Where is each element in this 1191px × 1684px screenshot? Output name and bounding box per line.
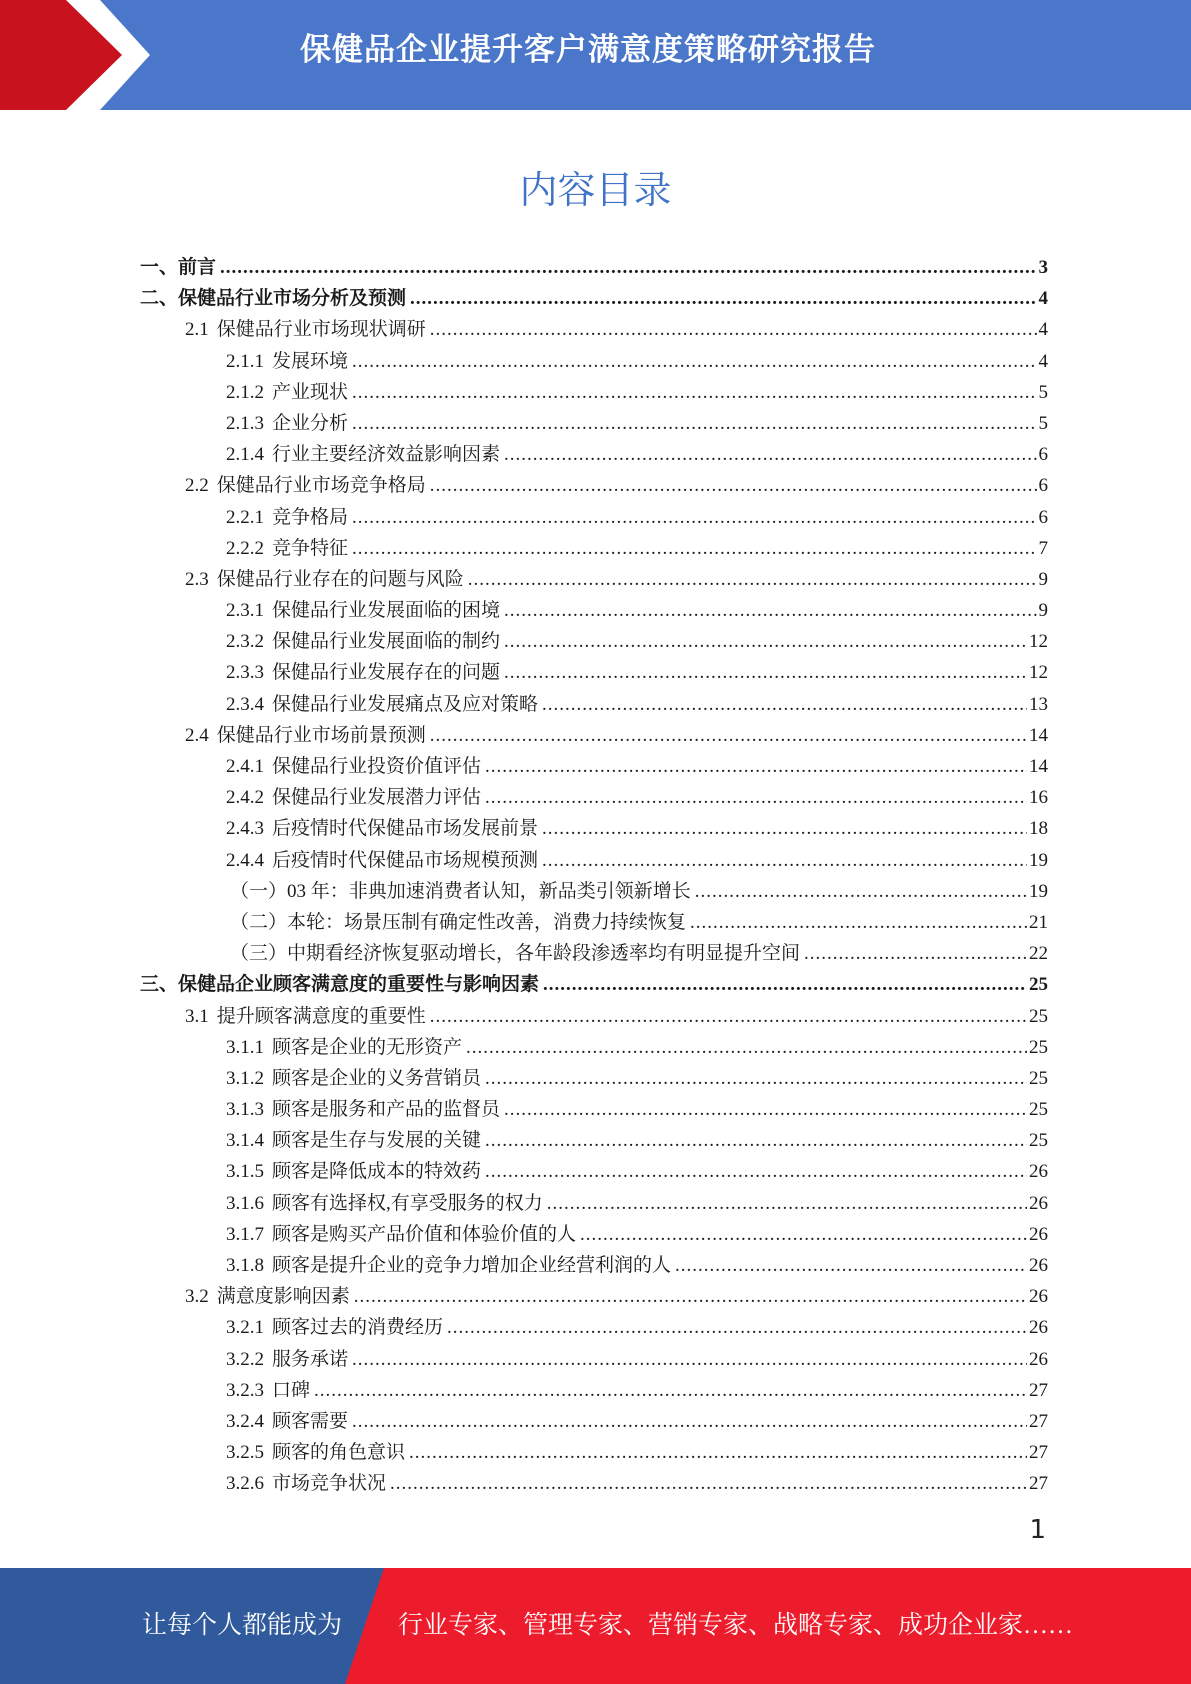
toc-entry[interactable] bbox=[140, 252, 1048, 283]
toc-entry-label bbox=[226, 377, 348, 404]
toc-entry-number: 3.2.5 bbox=[226, 1442, 264, 1464]
toc-entry-title: 顾客是购买产品价值和体验价值的人 bbox=[272, 1223, 577, 1245]
toc-entry-page: 5 bbox=[1038, 381, 1048, 403]
toc-entry[interactable] bbox=[140, 502, 1048, 533]
toc-entry-page: 18 bbox=[1029, 818, 1048, 840]
toc-dot-leader bbox=[504, 631, 1027, 653]
toc-entry-number: 2.1.2 bbox=[226, 381, 264, 403]
toc-entry-title: 保健品行业投资价值评估 bbox=[272, 756, 482, 777]
toc-entry-number: 2.2.1 bbox=[226, 506, 264, 528]
toc-entry[interactable] bbox=[140, 1219, 1048, 1250]
toc-entry-page: 4 bbox=[1038, 288, 1048, 310]
toc-entry-title: （三）中期看经济恢复驱动增长，各年龄段渗透率均有明显提升空间 bbox=[230, 943, 801, 965]
toc-dot-leader bbox=[447, 1317, 1027, 1339]
toc-entry[interactable] bbox=[140, 626, 1048, 657]
toc-entry-page: 14 bbox=[1029, 756, 1048, 777]
toc-entry-number: 2.1.1 bbox=[226, 350, 264, 372]
toc-dot-leader bbox=[409, 1442, 1027, 1464]
toc-entry-label bbox=[226, 1468, 386, 1495]
toc-dot-leader bbox=[580, 1224, 1027, 1246]
toc-entry-number: 3.2.6 bbox=[226, 1473, 264, 1495]
toc-entry-title: 顾客的角色意识 bbox=[272, 1442, 406, 1464]
toc-entry-page: 25 bbox=[1029, 1099, 1048, 1121]
toc-dot-leader bbox=[542, 850, 1027, 872]
toc-entry[interactable] bbox=[140, 938, 1048, 969]
toc-dot-leader bbox=[430, 319, 1037, 341]
toc-entry-number: 3.2.1 bbox=[226, 1317, 264, 1339]
toc-entry[interactable] bbox=[140, 564, 1048, 595]
toc-entry[interactable] bbox=[140, 845, 1048, 876]
toc-entry[interactable] bbox=[140, 408, 1048, 439]
toc-entry[interactable] bbox=[140, 689, 1048, 720]
toc-entry[interactable] bbox=[140, 1344, 1048, 1375]
toc-entry-label bbox=[226, 1063, 481, 1090]
toc-dot-leader bbox=[468, 569, 1037, 591]
toc-entry-page: 16 bbox=[1029, 787, 1048, 809]
toc-entry-number: 2.1.3 bbox=[226, 412, 264, 434]
toc-dot-leader bbox=[485, 1161, 1027, 1183]
toc-entry-number: 3.1 bbox=[185, 1005, 209, 1027]
toc-entry-label bbox=[226, 533, 348, 560]
toc-entry[interactable] bbox=[140, 657, 1048, 688]
toc-dot-leader bbox=[430, 725, 1027, 747]
toc-entry[interactable] bbox=[140, 1406, 1048, 1437]
toc-entry-page: 26 bbox=[1029, 1286, 1048, 1308]
toc-entry-page: 6 bbox=[1038, 475, 1048, 497]
toc-dot-leader bbox=[542, 694, 1027, 716]
toc-entry-page: 19 bbox=[1029, 849, 1048, 871]
toc-entry-label bbox=[226, 751, 481, 778]
toc-entry-number: 2.3.2 bbox=[226, 631, 264, 653]
toc-entry-page: 9 bbox=[1038, 600, 1048, 622]
toc-entry-page: 6 bbox=[1038, 444, 1048, 466]
toc-entry-label bbox=[185, 720, 426, 747]
toc-entry-number: 2.4.4 bbox=[226, 849, 264, 871]
toc-entry-number: 3.1.3 bbox=[226, 1099, 264, 1121]
toc-entry-page: 13 bbox=[1029, 693, 1048, 715]
toc-entry-page: 27 bbox=[1029, 1473, 1048, 1495]
toc-entry-title: 保健品行业发展存在的问题 bbox=[272, 662, 501, 684]
toc-dot-leader bbox=[314, 1380, 1027, 1402]
toc-entry-page: 21 bbox=[1029, 911, 1048, 933]
toc-dot-leader bbox=[485, 756, 1027, 778]
toc-entry-title: 三、保健品企业顾客满意度的重要性与影响因素 bbox=[140, 974, 540, 996]
toc-entry-title: 竞争特征 bbox=[272, 537, 349, 559]
toc-entry[interactable] bbox=[140, 1437, 1048, 1468]
toc-dot-leader bbox=[542, 818, 1027, 840]
toc-entry-label bbox=[226, 657, 500, 684]
toc-dot-leader bbox=[390, 1473, 1027, 1495]
toc-entry-label bbox=[226, 595, 500, 622]
toc-entry[interactable] bbox=[140, 533, 1048, 564]
toc-entry-label bbox=[226, 1188, 543, 1215]
toc-entry[interactable] bbox=[140, 470, 1048, 501]
toc-entry-number: 3.2.3 bbox=[226, 1379, 264, 1401]
toc-entry-title: 保健品行业发展潜力评估 bbox=[272, 787, 482, 809]
toc-entry[interactable] bbox=[140, 346, 1048, 377]
toc-entry-page: 6 bbox=[1038, 506, 1048, 528]
toc-entry-label bbox=[226, 1344, 348, 1371]
footer-slogan-right: 行业专家、管理专家、营销专家、战略专家、成功企业家…… bbox=[398, 1612, 1074, 1639]
toc-entry-page: 12 bbox=[1029, 631, 1048, 653]
toc-entry-number: 3.1.5 bbox=[226, 1161, 264, 1183]
toc-entry-label bbox=[226, 502, 348, 529]
toc-entry-title: 二、保健品行业市场分析及预测 bbox=[140, 288, 407, 310]
toc-dot-leader bbox=[695, 881, 1027, 903]
toc-dot-leader bbox=[352, 351, 1036, 373]
toc-entry-title: 顾客是提升企业的竞争力增加企业经营利润的人 bbox=[272, 1255, 672, 1276]
toc-entry-label bbox=[226, 1312, 443, 1339]
toc-entry-page: 27 bbox=[1029, 1410, 1048, 1432]
toc-entry-label bbox=[140, 283, 406, 310]
toc-entry-number: 2.2 bbox=[185, 475, 209, 497]
toc-dot-leader bbox=[352, 413, 1036, 435]
toc-entry-label bbox=[226, 1406, 348, 1433]
toc-entry-title: 顾客是生存与发展的关键 bbox=[272, 1130, 482, 1152]
toc-entry-number: 3.1.4 bbox=[226, 1130, 264, 1152]
toc-entry-label bbox=[185, 564, 464, 591]
toc-entry-label bbox=[226, 1125, 481, 1152]
toc-entry-title: 服务承诺 bbox=[272, 1348, 349, 1370]
toc-entry[interactable] bbox=[140, 1281, 1048, 1312]
toc-entry[interactable] bbox=[140, 1001, 1048, 1032]
toc-entry[interactable] bbox=[140, 720, 1048, 751]
toc-entry-page: 25 bbox=[1029, 1130, 1048, 1152]
header-band bbox=[0, 0, 1191, 110]
toc-entry-page: 27 bbox=[1029, 1442, 1048, 1464]
toc-entry[interactable] bbox=[140, 1032, 1048, 1063]
toc-entry-number: 3.2.2 bbox=[226, 1348, 264, 1370]
toc-entry-label bbox=[230, 907, 686, 934]
toc-entry-title: （二）本轮：场景压制有确定性改善，消费力持续恢复 bbox=[230, 911, 687, 933]
toc-entry-title: 顾客是企业的义务营销员 bbox=[272, 1067, 482, 1089]
toc-entry-page: 14 bbox=[1029, 724, 1048, 746]
toc-dot-leader bbox=[485, 1130, 1027, 1152]
toc-dot-leader bbox=[466, 1037, 1027, 1059]
toc-entry-label bbox=[140, 969, 539, 996]
toc-entry-title: 市场竞争状况 bbox=[272, 1473, 387, 1495]
toc-entry-number: 3.1.6 bbox=[226, 1192, 264, 1214]
toc-entry-title: 顾客过去的消费经历 bbox=[272, 1317, 444, 1339]
toc-entry-label bbox=[185, 1281, 350, 1308]
toc-dot-leader bbox=[543, 974, 1027, 996]
toc-entry[interactable] bbox=[140, 813, 1048, 844]
toc-dot-leader bbox=[430, 1006, 1027, 1028]
toc-dot-leader bbox=[690, 912, 1027, 934]
toc-entry-title: 提升顾客满意度的重要性 bbox=[216, 1005, 426, 1027]
toc-entry-page: 4 bbox=[1038, 319, 1048, 341]
toc-entry-page: 26 bbox=[1029, 1317, 1048, 1339]
toc-entry-title: 行业主要经济效益影响因素 bbox=[272, 444, 501, 466]
table-of-contents bbox=[140, 252, 1048, 1500]
toc-entry-page: 25 bbox=[1029, 974, 1048, 996]
toc-entry-title: 顾客需要 bbox=[272, 1410, 349, 1432]
toc-entry-label bbox=[226, 813, 538, 840]
toc-entry-page: 4 bbox=[1038, 350, 1048, 372]
toc-heading: 内容目录 bbox=[519, 168, 672, 212]
toc-entry-title: 保健品行业发展面临的困境 bbox=[272, 600, 501, 622]
toc-entry-label bbox=[230, 876, 691, 903]
toc-entry[interactable] bbox=[140, 969, 1048, 1000]
toc-dot-leader bbox=[504, 600, 1036, 622]
toc-entry-title: 顾客是降低成本的特效药 bbox=[272, 1161, 482, 1183]
toc-entry-page: 25 bbox=[1029, 1067, 1048, 1089]
toc-entry-title: 顾客是服务和产品的监督员 bbox=[272, 1099, 501, 1121]
toc-dot-leader bbox=[352, 1349, 1027, 1371]
toc-entry-number: 2.4.2 bbox=[226, 787, 264, 809]
toc-entry-number: 2.4.1 bbox=[226, 756, 264, 777]
toc-entry-label bbox=[226, 626, 500, 653]
toc-entry-title: 保健品行业发展面临的制约 bbox=[272, 631, 501, 653]
toc-entry-page: 22 bbox=[1029, 943, 1048, 965]
toc-entry-number: 2.3 bbox=[185, 568, 209, 590]
toc-entry-number: 3.1.8 bbox=[226, 1255, 264, 1276]
toc-entry-label bbox=[226, 1094, 500, 1121]
toc-entry-number: 3.1.1 bbox=[226, 1036, 264, 1058]
toc-dot-leader bbox=[485, 787, 1027, 809]
toc-dot-leader bbox=[547, 1193, 1027, 1215]
toc-entry-label bbox=[185, 470, 426, 497]
toc-entry-title: 竞争格局 bbox=[272, 506, 349, 528]
toc-entry-label bbox=[226, 1250, 671, 1277]
toc-entry-label bbox=[226, 1032, 462, 1059]
toc-entry-title: 保健品行业发展痛点及应对策略 bbox=[272, 693, 539, 715]
toc-entry-page: 26 bbox=[1029, 1348, 1048, 1370]
toc-dot-leader bbox=[485, 1068, 1027, 1090]
toc-entry-page: 26 bbox=[1029, 1255, 1048, 1276]
toc-entry-number: 3.2.4 bbox=[226, 1410, 264, 1432]
toc-entry-page: 26 bbox=[1029, 1161, 1048, 1183]
toc-entry-label bbox=[140, 252, 216, 279]
toc-dot-leader bbox=[352, 382, 1036, 404]
toc-entry-page: 27 bbox=[1029, 1379, 1048, 1401]
toc-dot-leader bbox=[352, 1411, 1027, 1433]
page-number: 1 bbox=[1029, 1515, 1046, 1545]
toc-entry-label bbox=[226, 1437, 405, 1464]
toc-entry-number: 3.2 bbox=[185, 1286, 209, 1308]
toc-dot-leader bbox=[430, 475, 1037, 497]
toc-entry[interactable] bbox=[140, 1156, 1048, 1187]
footer-slogan-left: 让每个人都能成为 bbox=[142, 1612, 343, 1639]
toc-dot-leader bbox=[352, 507, 1036, 529]
toc-entry[interactable] bbox=[140, 907, 1048, 938]
toc-entry-number: 2.3.3 bbox=[226, 662, 264, 684]
toc-entry-page: 9 bbox=[1038, 568, 1048, 590]
toc-dot-leader bbox=[354, 1286, 1027, 1308]
toc-entry-number: 2.4 bbox=[185, 724, 209, 746]
toc-entry-label bbox=[226, 689, 538, 716]
toc-entry[interactable] bbox=[140, 1375, 1048, 1406]
toc-dot-leader bbox=[804, 943, 1027, 965]
toc-entry-page: 26 bbox=[1029, 1223, 1048, 1245]
toc-dot-leader bbox=[504, 1099, 1027, 1121]
toc-entry-number: 2.3.1 bbox=[226, 600, 264, 622]
toc-entry-number: 3.1.7 bbox=[226, 1223, 264, 1245]
toc-entry-page: 5 bbox=[1038, 412, 1048, 434]
toc-entry[interactable] bbox=[140, 1094, 1048, 1125]
toc-entry-title: 后疫情时代保健品市场发展前景 bbox=[272, 818, 539, 840]
toc-entry-title: 后疫情时代保健品市场规模预测 bbox=[272, 849, 539, 871]
toc-entry-title: 保健品行业市场竞争格局 bbox=[216, 475, 426, 497]
toc-dot-leader bbox=[410, 288, 1036, 310]
toc-entry-page: 25 bbox=[1029, 1005, 1048, 1027]
toc-entry-number: 2.3.4 bbox=[226, 693, 264, 715]
toc-entry-label bbox=[226, 408, 348, 435]
toc-dot-leader bbox=[504, 444, 1036, 466]
toc-entry-page: 12 bbox=[1029, 662, 1048, 684]
toc-entry-label bbox=[226, 782, 481, 809]
toc-entry[interactable] bbox=[140, 1312, 1048, 1343]
toc-entry-label bbox=[230, 938, 800, 965]
toc-entry-number: 2.1 bbox=[185, 319, 209, 341]
toc-entry-label bbox=[185, 1001, 426, 1028]
toc-entry[interactable] bbox=[140, 1125, 1048, 1156]
toc-entry-title: 一、前言 bbox=[140, 257, 217, 278]
toc-entry[interactable] bbox=[140, 1468, 1048, 1499]
toc-entry[interactable] bbox=[140, 283, 1048, 314]
toc-entry[interactable] bbox=[140, 595, 1048, 626]
toc-entry[interactable] bbox=[140, 377, 1048, 408]
toc-entry-number: 2.4.3 bbox=[226, 818, 264, 840]
toc-entry-title: 企业分析 bbox=[272, 412, 349, 434]
toc-entry[interactable] bbox=[140, 1188, 1048, 1219]
toc-entry-number: 3.1.2 bbox=[226, 1067, 264, 1089]
toc-entry[interactable] bbox=[140, 751, 1048, 782]
toc-entry-page: 26 bbox=[1029, 1192, 1048, 1214]
toc-dot-leader bbox=[352, 538, 1036, 560]
toc-entry-title: 口碑 bbox=[272, 1379, 311, 1401]
toc-entry[interactable] bbox=[140, 1250, 1048, 1281]
toc-entry-number: 2.1.4 bbox=[226, 444, 264, 466]
toc-dot-leader bbox=[220, 257, 1036, 279]
toc-entry-title: 保健品行业存在的问题与风险 bbox=[216, 568, 464, 590]
report-title: 保健品企业提升客户满意度策略研究报告 bbox=[300, 32, 876, 68]
toc-entry-title: 顾客有选择权,有享受服务的权力 bbox=[272, 1192, 543, 1214]
toc-entry-title: 产业现状 bbox=[272, 381, 349, 403]
toc-entry-page: 3 bbox=[1038, 257, 1048, 278]
toc-entry[interactable] bbox=[140, 782, 1048, 813]
toc-entry-label bbox=[226, 1156, 481, 1183]
toc-entry-label bbox=[226, 346, 348, 373]
toc-entry-label bbox=[226, 1219, 576, 1246]
toc-entry-title: 保健品行业市场前景预测 bbox=[216, 724, 426, 746]
toc-entry-title: 顾客是企业的无形资产 bbox=[272, 1036, 463, 1058]
toc-entry-title: 保健品行业市场现状调研 bbox=[216, 319, 426, 341]
toc-entry[interactable] bbox=[140, 314, 1048, 345]
toc-entry[interactable] bbox=[140, 876, 1048, 907]
toc-entry-title: 满意度影响因素 bbox=[216, 1286, 350, 1308]
toc-entry-page: 25 bbox=[1029, 1036, 1048, 1058]
toc-entry-title: 发展环境 bbox=[272, 350, 349, 372]
toc-entry-label bbox=[185, 314, 426, 341]
footer-band bbox=[0, 1568, 1191, 1684]
toc-entry-label bbox=[226, 845, 538, 872]
toc-dot-leader bbox=[504, 662, 1027, 684]
toc-dot-leader bbox=[675, 1255, 1027, 1277]
toc-entry-label bbox=[226, 1375, 310, 1402]
toc-entry[interactable] bbox=[140, 439, 1048, 470]
toc-entry-page: 19 bbox=[1029, 880, 1048, 902]
toc-entry-title: （一）03 年：非典加速消费者认知，新品类引领新增长 bbox=[230, 880, 691, 902]
toc-entry-page: 7 bbox=[1038, 537, 1048, 559]
toc-entry-number: 2.2.2 bbox=[226, 537, 264, 559]
toc-entry[interactable] bbox=[140, 1063, 1048, 1094]
toc-entry-label bbox=[226, 439, 500, 466]
